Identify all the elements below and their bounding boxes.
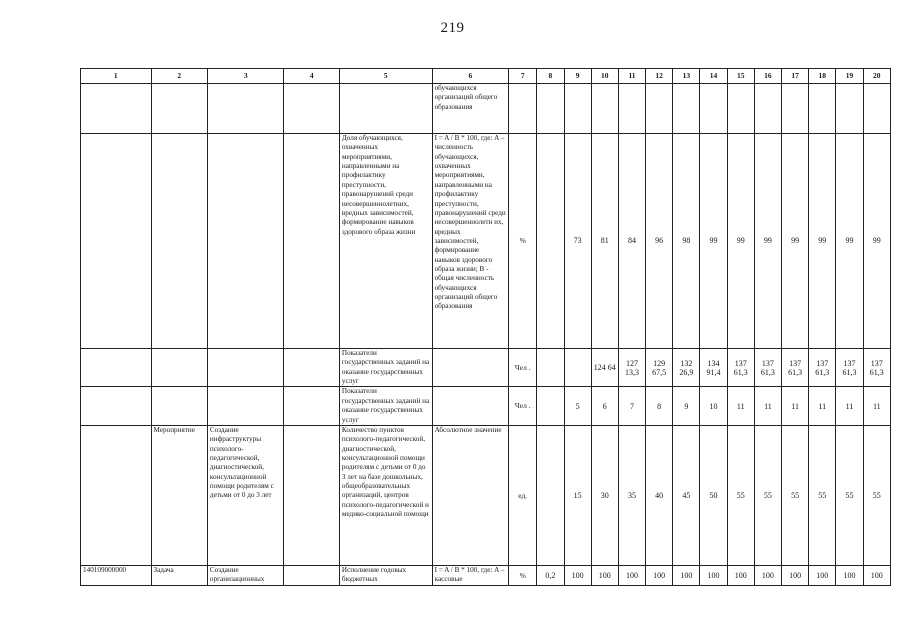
row-col4-cell xyxy=(284,425,339,565)
row-value-cell: 99 xyxy=(754,134,781,349)
row-code-cell xyxy=(81,349,152,387)
row-name-cell xyxy=(207,387,284,425)
row-value-cell: 100 xyxy=(673,565,700,585)
row-col8-cell xyxy=(537,387,564,425)
row-indicator-cell xyxy=(339,84,432,134)
row-value-cell: 137 61,3 xyxy=(727,349,754,387)
row-value-cell: 10 xyxy=(700,387,727,425)
row-value-cell: 11 xyxy=(782,387,809,425)
row-indicator-cell: Исполнение годовых бюджетных xyxy=(339,565,432,585)
table-row xyxy=(81,134,891,349)
row-formula-cell: Абсолютное значение xyxy=(432,425,509,565)
row-type-cell xyxy=(151,349,207,387)
header-cell: 8 xyxy=(537,69,564,84)
row-value-cell xyxy=(646,84,673,134)
row-value-cell: 129 67,5 xyxy=(646,349,673,387)
row-value-cell: 100 xyxy=(863,565,890,585)
header-cell: 19 xyxy=(836,69,863,84)
row-value-cell: 40 xyxy=(646,425,673,565)
row-value-cell xyxy=(700,84,727,134)
row-code-cell: 140109000000 xyxy=(81,565,152,585)
row-value-cell: 100 xyxy=(591,565,618,585)
header-cell: 13 xyxy=(673,69,700,84)
header-cell: 18 xyxy=(809,69,836,84)
row-value-cell: 81 xyxy=(591,134,618,349)
row-value-cell: 15 xyxy=(564,425,591,565)
row-indicator-cell: Показатели государственных заданий на оказание государственных услуг xyxy=(339,387,432,425)
header-cell: 3 xyxy=(207,69,284,84)
row-code-cell xyxy=(81,134,152,349)
header-cell: 9 xyxy=(564,69,591,84)
row-indicator-cell: Показатели государственных заданий на оказание государственных услуг xyxy=(339,349,432,387)
row-value-cell: 99 xyxy=(727,134,754,349)
row-value-cell: 5 xyxy=(564,387,591,425)
header-cell: 2 xyxy=(151,69,207,84)
header-cell: 4 xyxy=(284,69,339,84)
row-type-cell xyxy=(151,387,207,425)
row-value-cell xyxy=(727,84,754,134)
row-unit-cell: % xyxy=(509,134,537,349)
row-value-cell: 11 xyxy=(754,387,781,425)
table-row xyxy=(81,425,891,565)
row-formula-cell: I = A / B * 100, где: A – численность обучающихся, охваченных мероприятиями, направленными на профилактику преступности, правонарушений среди несовершеннолетн их, вредных зависимостей, формирование навыков здорового образа жизни; B - общая численность обучающихся организаций общего образования xyxy=(432,134,509,349)
row-code-cell xyxy=(81,84,152,134)
row-value-cell: 100 xyxy=(564,565,591,585)
row-value-cell: 100 xyxy=(782,565,809,585)
row-name-cell xyxy=(207,84,284,134)
row-type-cell xyxy=(151,134,207,349)
header-cell: 10 xyxy=(591,69,618,84)
row-value-cell: 11 xyxy=(727,387,754,425)
row-value-cell: 11 xyxy=(863,387,890,425)
header-cell: 6 xyxy=(432,69,509,84)
table-row xyxy=(81,387,891,425)
row-unit-cell: % xyxy=(509,565,537,585)
header-cell: 1 xyxy=(81,69,152,84)
row-unit-cell: Чел . xyxy=(509,349,537,387)
row-value-cell: 6 xyxy=(591,387,618,425)
row-value-cell: 100 xyxy=(700,565,727,585)
row-value-cell: 30 xyxy=(591,425,618,565)
header-cell: 11 xyxy=(618,69,645,84)
row-value-cell: 99 xyxy=(782,134,809,349)
row-value-cell: 127 13,3 xyxy=(618,349,645,387)
row-type-cell xyxy=(151,84,207,134)
row-formula-cell: обучающихся организаций общего образования xyxy=(432,84,509,134)
table-row xyxy=(81,84,891,134)
table-row xyxy=(81,349,891,387)
row-col4-cell xyxy=(284,349,339,387)
row-value-cell xyxy=(754,84,781,134)
header-cell: 12 xyxy=(646,69,673,84)
row-value-cell: 9 xyxy=(673,387,700,425)
row-value-cell: 100 xyxy=(809,565,836,585)
row-code-cell xyxy=(81,425,152,565)
page-number: 219 xyxy=(440,20,465,36)
row-col8-cell xyxy=(537,425,564,565)
row-value-cell: 55 xyxy=(727,425,754,565)
row-unit-cell: Чел . xyxy=(509,387,537,425)
row-value-cell xyxy=(591,84,618,134)
row-value-cell: 137 61,3 xyxy=(754,349,781,387)
row-unit-cell: ед. xyxy=(509,425,537,565)
row-value-cell: 100 xyxy=(754,565,781,585)
row-value-cell: 100 xyxy=(646,565,673,585)
row-value-cell: 100 xyxy=(618,565,645,585)
row-value-cell xyxy=(618,84,645,134)
row-value-cell xyxy=(673,84,700,134)
row-value-cell: 99 xyxy=(700,134,727,349)
row-col8-cell: 0,2 xyxy=(537,565,564,585)
row-value-cell: 11 xyxy=(836,387,863,425)
row-value-cell: 96 xyxy=(646,134,673,349)
row-value-cell xyxy=(782,84,809,134)
row-value-cell xyxy=(809,84,836,134)
row-value-cell: 132 26,9 xyxy=(673,349,700,387)
row-value-cell: 8 xyxy=(646,387,673,425)
row-value-cell: 100 xyxy=(836,565,863,585)
row-name-cell xyxy=(207,349,284,387)
row-value-cell: 55 xyxy=(809,425,836,565)
row-col8-cell xyxy=(537,84,564,134)
row-type-cell: Задача xyxy=(151,565,207,585)
row-value-cell: 55 xyxy=(863,425,890,565)
header-cell: 7 xyxy=(509,69,537,84)
row-formula-cell: I = A / B * 100, где: A – кассовые xyxy=(432,565,509,585)
row-value-cell: 137 61,3 xyxy=(782,349,809,387)
row-value-cell: 137 61,3 xyxy=(809,349,836,387)
row-value-cell: 11 xyxy=(809,387,836,425)
row-col8-cell xyxy=(537,349,564,387)
row-value-cell: 50 xyxy=(700,425,727,565)
row-indicator-cell: Количество пунктов психолого-педагогической, диагностической, консультационной помощи родителям с детьми от 0 до 3 лет на базе дошкольных, общеобразовательных организаций, центров психолого-педагогической и медико-социальной помощи xyxy=(339,425,432,565)
row-value-cell: 55 xyxy=(782,425,809,565)
row-unit-cell xyxy=(509,84,537,134)
row-value-cell xyxy=(863,84,890,134)
row-value-cell: 55 xyxy=(754,425,781,565)
row-col4-cell xyxy=(284,387,339,425)
row-name-cell: Создание инфраструктуры психолого-педагогической, диагностической, консультационной помощи родителям с детьми от 0 до 3 лет xyxy=(207,425,284,565)
row-name-cell: Создание организационных xyxy=(207,565,284,585)
table-row xyxy=(81,565,891,585)
row-value-cell: 35 xyxy=(618,425,645,565)
row-type-cell: Мероприятие xyxy=(151,425,207,565)
row-value-cell: 84 xyxy=(618,134,645,349)
header-cell: 5 xyxy=(339,69,432,84)
row-name-cell xyxy=(207,134,284,349)
row-value-cell: 137 61,3 xyxy=(836,349,863,387)
header-cell: 16 xyxy=(754,69,781,84)
row-value-cell xyxy=(564,349,591,387)
row-value-cell: 124 64 xyxy=(591,349,618,387)
row-value-cell: 134 91,4 xyxy=(700,349,727,387)
row-value-cell: 98 xyxy=(673,134,700,349)
row-value-cell: 73 xyxy=(564,134,591,349)
row-value-cell xyxy=(564,84,591,134)
row-formula-cell xyxy=(432,349,509,387)
row-value-cell: 55 xyxy=(836,425,863,565)
header-cell: 15 xyxy=(727,69,754,84)
row-formula-cell xyxy=(432,387,509,425)
header-cell: 20 xyxy=(863,69,890,84)
row-indicator-cell: Доля обучающихся, охваченных мероприятиями, направленными на профилактику преступности, правонарушений среди несовершеннолетних, вредных зависимостей, формирование навыков здорового образа жизни xyxy=(339,134,432,349)
header-cell: 14 xyxy=(700,69,727,84)
header-row xyxy=(81,69,891,84)
row-value-cell: 100 xyxy=(727,565,754,585)
row-code-cell xyxy=(81,387,152,425)
row-value-cell xyxy=(836,84,863,134)
row-col4-cell xyxy=(284,134,339,349)
row-col4-cell xyxy=(284,565,339,585)
row-value-cell: 99 xyxy=(809,134,836,349)
row-value-cell: 7 xyxy=(618,387,645,425)
row-col4-cell xyxy=(284,84,339,134)
row-value-cell: 99 xyxy=(836,134,863,349)
row-col8-cell xyxy=(537,134,564,349)
header-cell: 17 xyxy=(782,69,809,84)
row-value-cell: 99 xyxy=(863,134,890,349)
row-value-cell: 45 xyxy=(673,425,700,565)
row-value-cell: 137 61,3 xyxy=(863,349,890,387)
data-table xyxy=(80,68,891,586)
